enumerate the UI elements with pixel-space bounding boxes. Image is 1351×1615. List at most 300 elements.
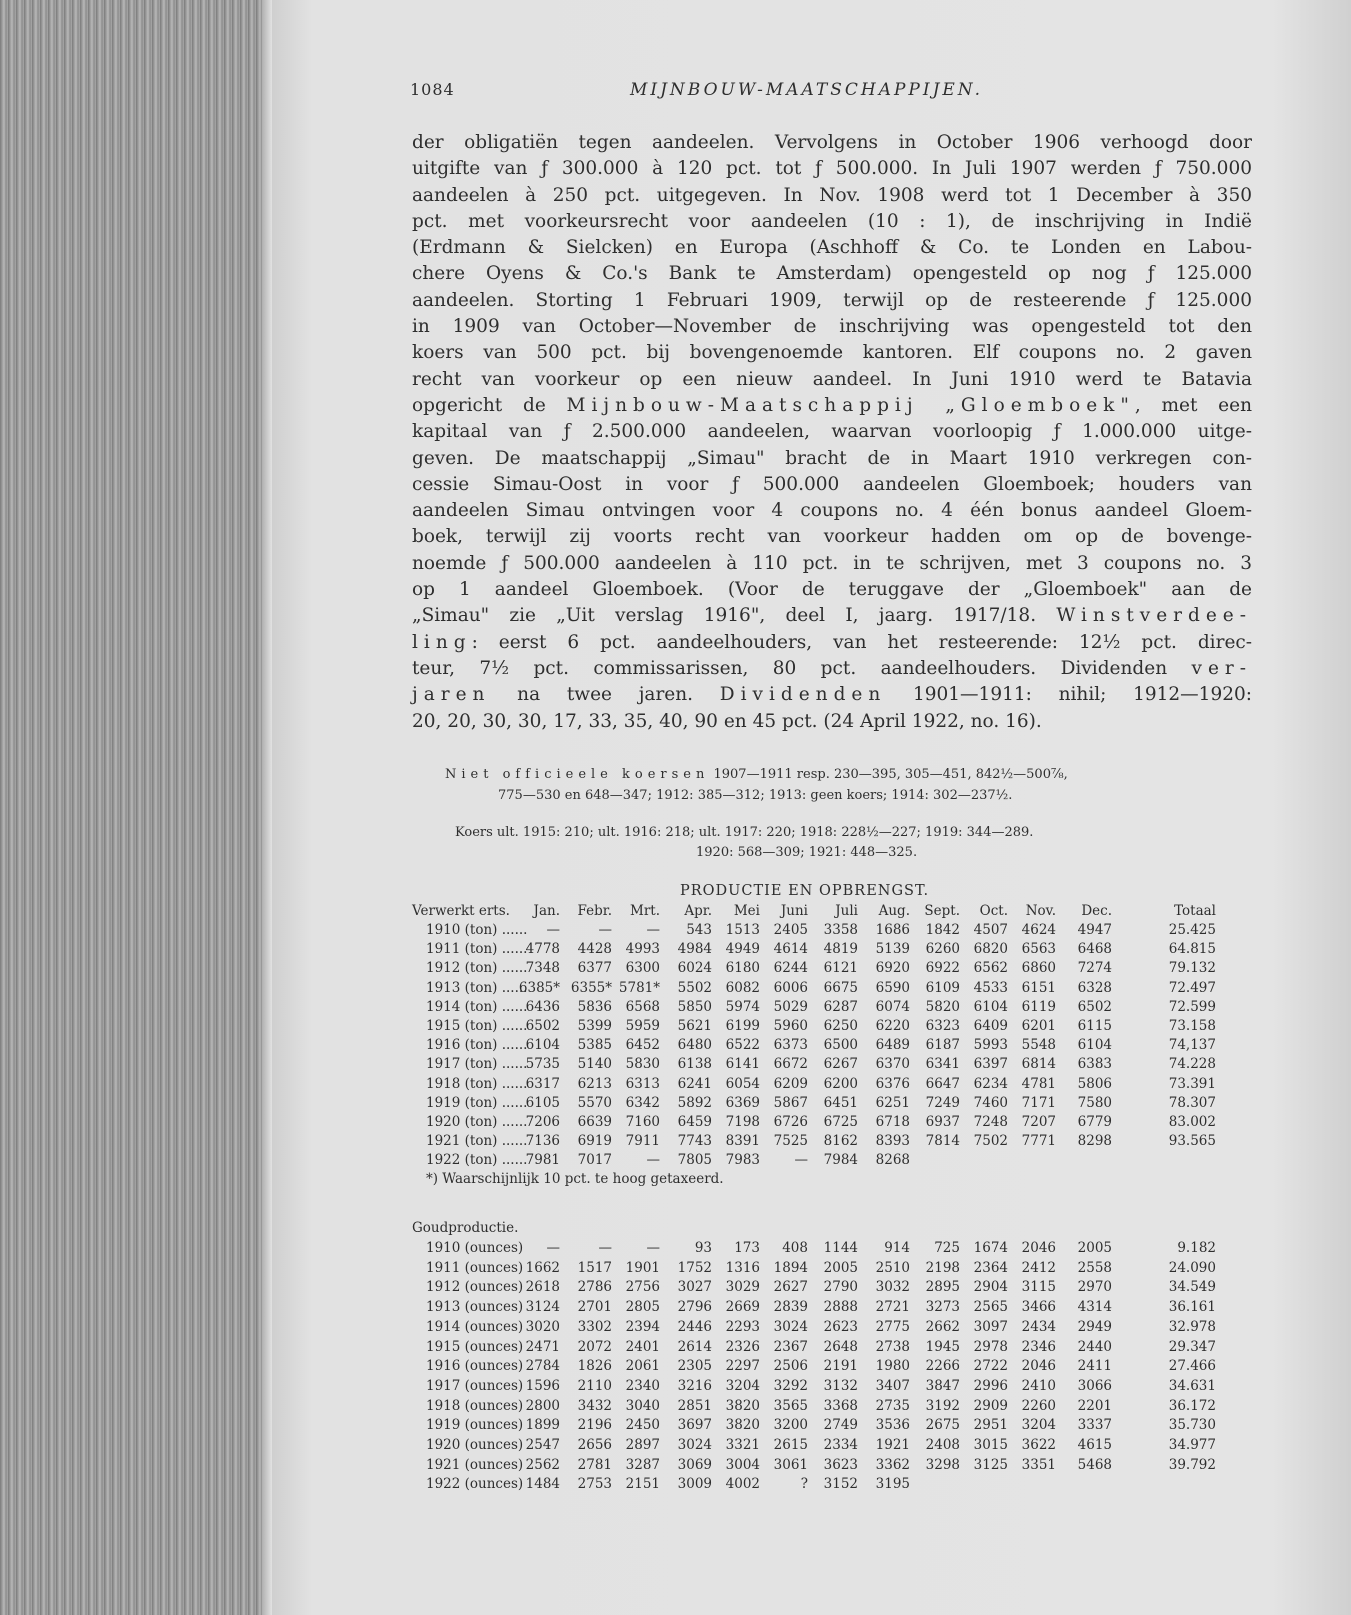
table-cell: 6522: [725, 1037, 760, 1054]
koersen-note-line-2: 775—530 en 648—347; 1912: 385—312; 1913: geen koers; 1914: 302—237½.: [498, 788, 1013, 803]
table-cell: 73.158: [1168, 1018, 1216, 1034]
table-cell: 2410: [1021, 1377, 1056, 1394]
table-cell: 27.466: [1168, 1358, 1216, 1375]
table-cell: 6121: [823, 960, 858, 977]
table-cell: 6919: [577, 1133, 612, 1150]
table-cell: 7017: [577, 1152, 612, 1169]
table-cell: 72.599: [1168, 998, 1216, 1015]
table-cell: Mrt.: [630, 903, 660, 919]
table-row: [412, 1297, 1252, 1317]
table-cell: 6054: [725, 1075, 760, 1092]
table-cell: 74.228: [1168, 1056, 1216, 1073]
table-cell: 2547: [525, 1437, 560, 1453]
table-cell: 2565: [973, 1299, 1008, 1316]
table-cell: 6376: [875, 1075, 910, 1092]
table-cell: 6300: [625, 960, 660, 977]
table-cell: 3298: [925, 1456, 960, 1473]
table-cell: 6287: [823, 998, 858, 1015]
table-cell: —: [546, 1240, 560, 1256]
table-cell: 78.307: [1168, 1094, 1216, 1111]
table-cell: Totaal: [1174, 903, 1216, 919]
table-cell: 4984: [677, 941, 712, 958]
table-cell: 2904: [973, 1279, 1008, 1296]
table-row: [412, 997, 1252, 1017]
table-cell: 6726: [773, 1114, 808, 1130]
table-cell: 6115: [1077, 1018, 1112, 1034]
row-label: 1914 (ounces): [426, 1318, 524, 1335]
table-cell: 6209: [773, 1075, 808, 1092]
row-label: 1922 (ounces): [426, 1476, 524, 1493]
text-line: pct. met voorkeursrecht voor aandeelen (10 : 1), de inschrijving in Indië: [412, 210, 1252, 232]
text-line: koers van 500 pct. bij bovengenoemde kantoren. Elf coupons no. 2 gaven: [412, 342, 1252, 364]
table-cell: 7984: [823, 1152, 858, 1169]
row-label: 1917 (ounces): [426, 1377, 524, 1394]
table-cell: 93: [694, 1240, 712, 1256]
text-line: „Simau" zie „Uit verslag 1916", deel I, jaarg. 1917/18. Winstverdee-: [412, 605, 1252, 627]
table-cell: 6141: [725, 1056, 760, 1073]
table-cell: 2951: [973, 1417, 1008, 1434]
table-cell: 6251: [875, 1094, 910, 1111]
table-cell: 7198: [725, 1114, 760, 1130]
table-cell: 7171: [1021, 1094, 1056, 1111]
table-cell: Oct.: [979, 903, 1008, 919]
table-cell: 6937: [925, 1114, 960, 1130]
table-cell: 7274: [1077, 960, 1112, 977]
table-cell: 2266: [925, 1358, 960, 1375]
table-cell: 6468: [1077, 941, 1112, 958]
table-cell: 7502: [973, 1133, 1008, 1150]
koers-note-line-2: 1920: 568—309; 1921: 448—325.: [696, 845, 918, 860]
table-cell: 73.391: [1168, 1075, 1216, 1092]
table-cell: 6199: [725, 1018, 760, 1034]
table-cell: 35.730: [1168, 1417, 1216, 1434]
table-cell: Nov.: [1025, 903, 1056, 919]
table-cell: 6006: [773, 979, 808, 996]
table-cell: 4615: [1077, 1437, 1112, 1453]
table-cell: 2562: [525, 1456, 560, 1473]
table-cell: 36.161: [1168, 1299, 1216, 1316]
table-cell: 6370: [875, 1056, 910, 1073]
table-cell: 3004: [725, 1456, 760, 1473]
table-cell: 3337: [1077, 1417, 1112, 1434]
table-cell: 6590: [875, 979, 910, 996]
table-cell: 2408: [925, 1437, 960, 1453]
page-number: 1084: [410, 80, 455, 99]
row-label: 1910 (ton) ......: [426, 922, 528, 938]
table-cell: 7348: [525, 960, 560, 977]
table-cell: 7160: [625, 1114, 660, 1130]
table-cell: 2471: [525, 1338, 560, 1355]
table-cell: 5974: [725, 998, 760, 1015]
table-cell: 2297: [725, 1358, 760, 1375]
table-row: [412, 1396, 1252, 1416]
table-cell: 8298: [1077, 1133, 1112, 1150]
row-label: 1919 (ounces): [426, 1417, 524, 1434]
table-cell: 2775: [875, 1318, 910, 1335]
table-cell: 7981: [525, 1152, 560, 1169]
table-cell: 2675: [925, 1417, 960, 1434]
table-cell: —: [794, 1152, 808, 1169]
table-cell: 3066: [1077, 1377, 1112, 1394]
table-cell: —: [598, 1240, 612, 1256]
table-cell: 2756: [625, 1279, 660, 1296]
table-cell: 6328: [1077, 979, 1112, 996]
table-cell: 3009: [677, 1476, 712, 1493]
table-cell: 6820: [973, 941, 1008, 958]
text-line: cessie Simau-Oost in voor ƒ 500.000 aandeelen Gloemboek; houders van: [412, 473, 1252, 495]
table-cell: 2735: [875, 1397, 910, 1414]
table-cell: 6119: [1021, 998, 1056, 1015]
table-cell: 8391: [725, 1133, 760, 1150]
table-cell: 72.497: [1168, 979, 1216, 996]
table-cell: 6187: [925, 1037, 960, 1054]
table-cell: 3368: [823, 1397, 858, 1414]
text-line: op 1 aandeel Gloemboek. (Voor de teruggave der „Gloemboek" aan de: [412, 579, 1252, 601]
table-cell: 2346: [1021, 1338, 1056, 1355]
table-cell: 6451: [823, 1094, 858, 1111]
table-cell: 2191: [823, 1358, 858, 1375]
body-paragraph: [412, 130, 1252, 735]
table-cell: 25.425: [1168, 922, 1216, 938]
table-cell: 2656: [577, 1437, 612, 1453]
table-cell: Jan.: [533, 903, 560, 919]
text-line: teur, 7½ pct. commissarissen, 80 pct. aandeelhouders. Dividenden ver-: [412, 657, 1252, 679]
table-cell: 2662: [925, 1318, 960, 1335]
koers-note-line-1: Koers ult. 1915: 210; ult. 1916: 218; ult. 1917: 220; 1918: 228½—227; 1919: 344—289.: [455, 825, 1034, 840]
table-cell: 2260: [1021, 1397, 1056, 1414]
table-cell: 4947: [1077, 922, 1112, 938]
table-cell: 7814: [925, 1133, 960, 1150]
row-label: 1919 (ton) ......: [426, 1094, 528, 1111]
table-cell: 3362: [875, 1456, 910, 1473]
table-cell: 6639: [577, 1114, 612, 1130]
table-cell: 1899: [525, 1417, 560, 1434]
table-cell: 3200: [773, 1417, 808, 1434]
table-cell: 4781: [1021, 1075, 1056, 1092]
text-line: noemde ƒ 500.000 aandeelen à 110 pct. in te schrijven, met 3 coupons no. 3: [412, 552, 1252, 574]
table-cell: 2340: [625, 1377, 660, 1394]
table-cell: 2446: [677, 1318, 712, 1335]
table-cell: 6409: [973, 1018, 1008, 1034]
text-line: boek, terwijl zij voorts recht van voorkeur hadden om op de bovenge-: [412, 526, 1252, 548]
text-line: aandeelen Simau ontvingen voor 4 coupons no. 4 één bonus aandeel Gloem-: [412, 500, 1252, 522]
table-cell: 6502: [525, 1018, 560, 1034]
table-cell: 5502: [677, 979, 712, 996]
table-cell: 1517: [577, 1259, 612, 1276]
table-cell: 2061: [625, 1358, 660, 1375]
table-cell: 2897: [625, 1437, 660, 1453]
table-cell: 3204: [1021, 1417, 1056, 1434]
table-cell: 2434: [1021, 1318, 1056, 1335]
table-cell: 1686: [875, 922, 910, 938]
table-cell: 2781: [577, 1456, 612, 1473]
table-cell: 6082: [725, 979, 760, 996]
table-cell: 2364: [973, 1259, 1008, 1276]
table-row: [412, 1317, 1252, 1337]
table-cell: 3152: [823, 1476, 858, 1493]
table-cell: 5399: [577, 1018, 612, 1034]
table-cell: —: [598, 922, 612, 938]
table-cell: 29.347: [1168, 1338, 1216, 1355]
table-cell: 2749: [823, 1417, 858, 1434]
table-cell: 6568: [625, 998, 660, 1015]
table-cell: 4533: [973, 979, 1008, 996]
table-row: [412, 1277, 1252, 1297]
table-cell: 6241: [677, 1075, 712, 1092]
table-cell: 3020: [525, 1318, 560, 1335]
table-row: [412, 958, 1252, 978]
table-cell: 3432: [577, 1397, 612, 1414]
table-cell: 6383: [1077, 1056, 1112, 1073]
table-cell: 1921: [875, 1437, 910, 1453]
table-cell: Apr.: [684, 903, 712, 919]
table-cell: 8393: [875, 1133, 910, 1150]
table-cell: 5993: [973, 1037, 1008, 1054]
table-cell: Juli: [835, 903, 858, 919]
table-row: [412, 1054, 1252, 1074]
table-row: [412, 1238, 1252, 1258]
table-cell: 6104: [1077, 1037, 1112, 1054]
table-cell: 4507: [973, 922, 1008, 938]
table-cell: 24.090: [1168, 1259, 1216, 1276]
text-line: kapitaal van ƒ 2.500.000 aandeelen, waarvan voorloopig ƒ 1.000.000 uitge-: [412, 421, 1252, 443]
table-cell: 2851: [677, 1397, 712, 1414]
table-cell: 6200: [823, 1075, 858, 1092]
table-cell: 5029: [773, 998, 808, 1015]
table-cell: 2790: [823, 1279, 858, 1296]
table-cell: 3216: [677, 1377, 712, 1394]
table-cell: 4614: [773, 941, 808, 958]
table-cell: Sept.: [924, 903, 960, 919]
table-cell: 2334: [823, 1437, 858, 1453]
table-cell: 2615: [773, 1437, 808, 1453]
table-cell: 2046: [1021, 1240, 1056, 1256]
table-cell: 6563: [1021, 941, 1056, 958]
row-label: 1912 (ounces): [426, 1279, 524, 1296]
table-cell: 6341: [925, 1056, 960, 1073]
table-cell: 6452: [625, 1037, 660, 1054]
table-cell: 3204: [725, 1377, 760, 1394]
text-line: aandeelen. Storting 1 Februari 1909, terwijl op de resteerende ƒ 125.000: [412, 289, 1252, 311]
table-cell: 2405: [773, 922, 808, 938]
row-label: 1914 (ton) ......: [426, 998, 528, 1015]
table-row: [412, 1376, 1252, 1396]
table-cell: 3015: [973, 1437, 1008, 1453]
table-cell: 5830: [625, 1056, 660, 1073]
table-cell: 7206: [525, 1114, 560, 1130]
table-cell: 32.978: [1168, 1318, 1216, 1335]
table-cell: 2506: [773, 1358, 808, 1375]
table-cell: —: [646, 922, 660, 938]
table-cell: 3132: [823, 1377, 858, 1394]
table-cell: 1674: [973, 1240, 1008, 1256]
table-row: [412, 1035, 1252, 1055]
row-label: 1912 (ton) ......: [426, 960, 528, 977]
table-cell: 2888: [823, 1299, 858, 1316]
table-cell: 7983: [725, 1152, 760, 1169]
row-label: 1916 (ounces): [426, 1358, 524, 1375]
table-cell: 3622: [1021, 1437, 1056, 1453]
table-cell: 6201: [1021, 1018, 1056, 1034]
table-cell: 6105: [525, 1094, 560, 1111]
table-cell: 6489: [875, 1037, 910, 1054]
table-cell: 6234: [973, 1075, 1008, 1092]
table-cell: 6342: [625, 1094, 660, 1111]
table-cell: 36.172: [1168, 1397, 1216, 1414]
table-cell: 5850: [677, 998, 712, 1015]
table-cell: 2978: [973, 1338, 1008, 1355]
table-cell: 6385*: [518, 979, 560, 996]
table-cell: 4624: [1021, 922, 1056, 938]
table-cell: 1484: [525, 1476, 560, 1493]
table-cell: 6323: [925, 1018, 960, 1034]
table-cell: —: [646, 1152, 660, 1169]
row-label: Verwerkt erts.: [412, 903, 510, 919]
table-cell: 5867: [773, 1094, 808, 1111]
text-line: chere Oyens & Co.'s Bank te Amsterdam) opengesteld op nog ƒ 125.000: [412, 263, 1252, 285]
table-cell: 2198: [925, 1259, 960, 1276]
table-cell: 6244: [773, 960, 808, 977]
table-cell: 6180: [725, 960, 760, 977]
table-cell: 2909: [973, 1397, 1008, 1414]
table-cell: 6436: [525, 998, 560, 1015]
table-cell: 3125: [973, 1456, 1008, 1473]
table-cell: 2305: [677, 1358, 712, 1375]
table-cell: 2412: [1021, 1259, 1056, 1276]
table-cell: 3192: [925, 1397, 960, 1414]
table-cell: 6213: [577, 1075, 612, 1092]
text-line: uitgifte van ƒ 300.000 à 120 pct. tot ƒ 500.000. In Juli 1907 werden ƒ 750.000: [412, 158, 1252, 180]
table-cell: 7525: [773, 1133, 808, 1150]
row-label: 1917 (ton) ......: [426, 1056, 528, 1073]
table-cell: 2110: [577, 1377, 612, 1394]
table-cell: 3115: [1021, 1279, 1056, 1296]
table-cell: 6104: [973, 998, 1008, 1015]
table-cell: 3024: [773, 1318, 808, 1335]
table-cell: 2196: [577, 1417, 612, 1434]
table-cell: 8268: [875, 1152, 910, 1169]
table-cell: 2669: [725, 1299, 760, 1316]
table-cell: 2970: [1077, 1279, 1112, 1296]
table-cell: 408: [782, 1240, 808, 1256]
table-cell: 6369: [725, 1094, 760, 1111]
row-label: 1915 (ounces): [426, 1338, 524, 1355]
table-row: [412, 1455, 1252, 1475]
table-cell: 2440: [1077, 1338, 1112, 1355]
company-name: Mijnbouw-Maatschappij „Gloemboek": [566, 394, 1135, 416]
table-cell: 7460: [973, 1094, 1008, 1111]
text-line: geven. De maatschappij „Simau" bracht de in Maart 1910 verkregen con-: [412, 447, 1252, 469]
table-cell: 83.002: [1168, 1114, 1216, 1130]
table-cell: 3407: [875, 1377, 910, 1394]
table-cell: 914: [884, 1240, 910, 1256]
table-cell: 5892: [677, 1094, 712, 1111]
text-line: 20, 20, 30, 30, 17, 33, 35, 40, 90 en 45 pct. (24 April 1922, no. 16).: [412, 710, 1042, 732]
table-cell: 39.792: [1168, 1456, 1216, 1473]
table-cell: 6317: [525, 1075, 560, 1092]
table-cell: 5959: [625, 1018, 660, 1034]
table-cell: 2800: [525, 1397, 560, 1414]
table-row: [412, 1074, 1252, 1094]
table-cell: 2151: [625, 1476, 660, 1493]
table-cell: 1662: [525, 1259, 560, 1276]
table-cell: 4819: [823, 941, 858, 958]
table-cell: 3351: [1021, 1456, 1056, 1473]
table-cell: 1826: [577, 1358, 612, 1375]
table-cell: 1842: [925, 922, 960, 938]
table-cell: 1144: [823, 1240, 858, 1256]
table-cell: 2895: [925, 1279, 960, 1296]
table-row: [412, 978, 1252, 998]
table-cell: 5781*: [618, 979, 660, 996]
table-row: [412, 1258, 1252, 1278]
row-label: 1915 (ton) ......: [426, 1018, 528, 1034]
table-cell: 3623: [823, 1456, 858, 1473]
table-cell: 2839: [773, 1299, 808, 1316]
table-cell: 7248: [973, 1114, 1008, 1130]
table-cell: 2627: [773, 1279, 808, 1296]
table-cell: 2326: [725, 1338, 760, 1355]
table-cell: 3061: [773, 1456, 808, 1473]
table-cell: 6151: [1021, 979, 1056, 996]
table-cell: 2367: [773, 1338, 808, 1355]
table-cell: 2046: [1021, 1358, 1056, 1375]
table-row: [412, 1150, 1252, 1170]
table-cell: Juni: [780, 903, 808, 919]
table-cell: 3029: [725, 1279, 760, 1296]
table-cell: 2618: [525, 1279, 560, 1296]
table-cell: 2614: [677, 1338, 712, 1355]
table-cell: 1596: [525, 1377, 560, 1394]
running-head: MIJNBOUW-MAATSCHAPPIJEN.: [630, 80, 983, 100]
table-cell: Aug.: [878, 903, 910, 919]
table-cell: 5548: [1021, 1037, 1056, 1054]
table-cell: 6675: [823, 979, 858, 996]
table-cell: 2072: [577, 1338, 612, 1355]
table-cell: 2701: [577, 1299, 612, 1316]
table-cell: 5735: [525, 1056, 560, 1073]
table-cell: 7743: [677, 1133, 712, 1150]
table-cell: 6074: [875, 998, 910, 1015]
table-cell: 2786: [577, 1279, 612, 1296]
table-cell: 3358: [823, 922, 858, 938]
text-line: ling: eerst 6 pct. aandeelhouders, van het resteerende: 12½ pct. direc-: [412, 631, 1252, 653]
table-cell: 543: [686, 922, 712, 938]
table-cell: 5621: [677, 1018, 712, 1034]
row-label: 1913 (ton) ......: [426, 979, 528, 996]
table-cell: 64.815: [1168, 941, 1216, 958]
table-cell: 7136: [525, 1133, 560, 1150]
table-cell: 6672: [773, 1056, 808, 1073]
table-row: [412, 1356, 1252, 1376]
table-cell: 3292: [773, 1377, 808, 1394]
table-cell: 3466: [1021, 1299, 1056, 1316]
text-line: recht van voorkeur op een nieuw aandeel. In Juni 1910 werd te Batavia: [412, 368, 1252, 390]
table-cell: 5836: [577, 998, 612, 1015]
row-label: 1910 (ounces): [426, 1240, 524, 1256]
table-cell: 74,137: [1168, 1037, 1216, 1054]
table-cell: 1752: [677, 1259, 712, 1276]
table-cell: 6138: [677, 1056, 712, 1073]
table-cell: 3847: [925, 1377, 960, 1394]
table-cell: 6267: [823, 1056, 858, 1073]
table-cell: 7771: [1021, 1133, 1056, 1150]
table-cell: 5385: [577, 1037, 612, 1054]
table-cell: 6397: [973, 1056, 1008, 1073]
table-cell: 6814: [1021, 1056, 1056, 1073]
table-cell: Dec.: [1081, 903, 1112, 919]
table-cell: 6718: [875, 1114, 910, 1130]
